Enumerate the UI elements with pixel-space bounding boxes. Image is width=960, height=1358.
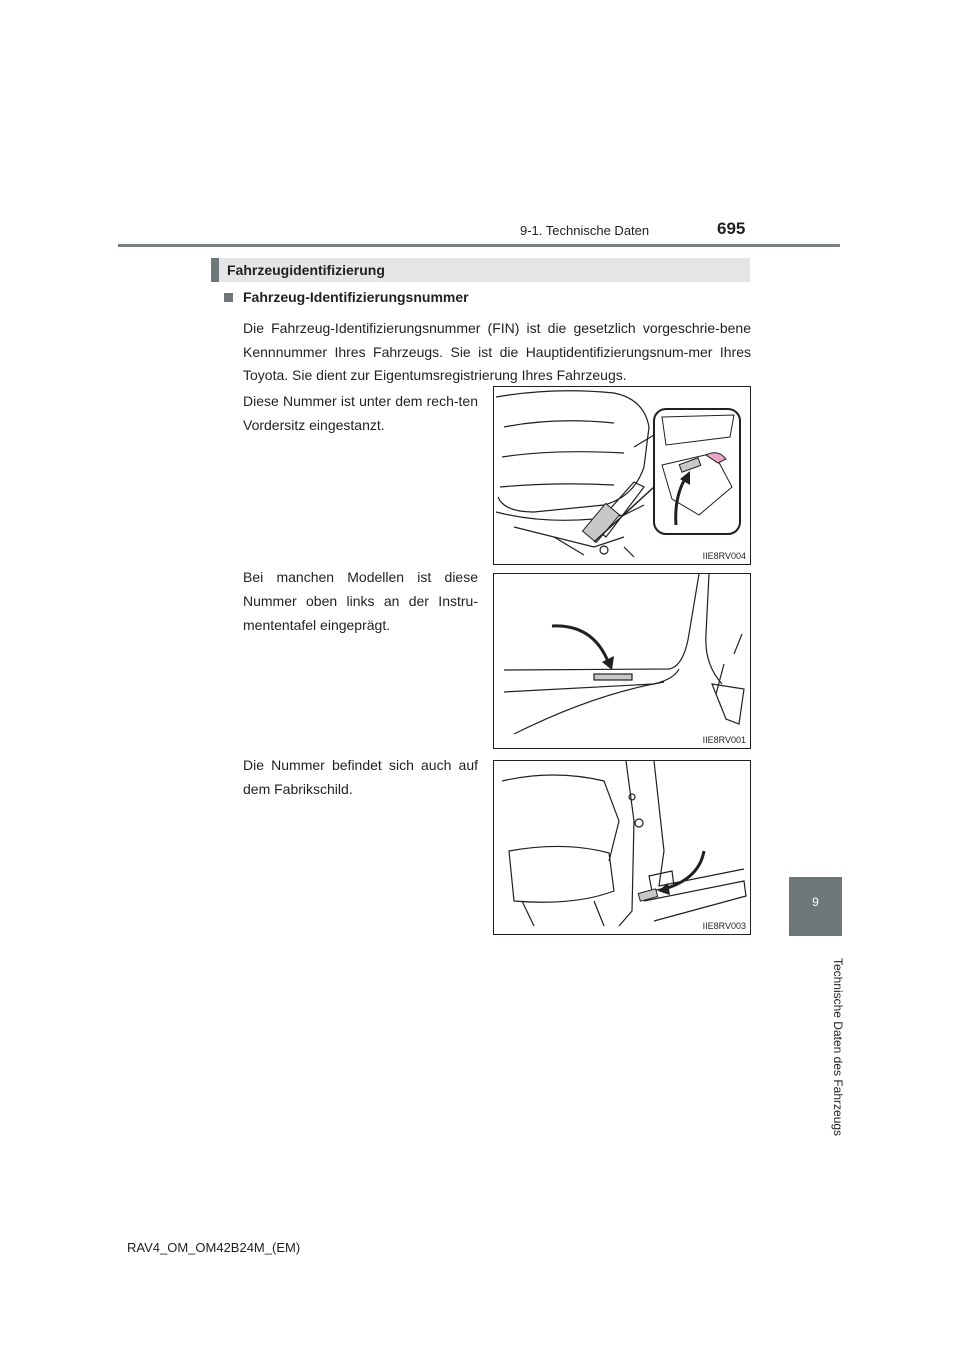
figure-code: IIE8RV003 — [702, 921, 746, 931]
footer-code: RAV4_OM_OM42B24M_(EM) — [127, 1240, 301, 1255]
header-rule — [118, 244, 840, 247]
chapter-number: 9 — [812, 895, 819, 909]
heading-bar-accent — [211, 258, 219, 282]
figure-code: IIE8RV004 — [702, 551, 746, 561]
sub-heading: Fahrzeug-Identifizierungsnummer — [243, 289, 469, 305]
section-text-plate: Die Nummer befindet sich auch auf dem Fabrikschild. — [243, 757, 478, 797]
seat-illustration — [494, 387, 750, 564]
figure-code: IIE8RV001 — [702, 735, 746, 745]
figure-plate-vin — [493, 760, 751, 935]
square-bullet-icon — [224, 293, 233, 302]
figure-dashboard-vin — [493, 573, 751, 749]
page-number: 695 — [717, 219, 746, 238]
section-text-dashboard: Bei manchen Modellen ist diese Nummer oben links an der Instru-mententafel eingeprägt. — [243, 569, 478, 633]
door-pillar-illustration — [494, 761, 750, 934]
figure-seat-vin — [493, 386, 751, 565]
section-heading: Fahrzeugidentifizierung — [227, 262, 385, 278]
chapter-label: Technische Daten des Fahrzeugs — [831, 957, 845, 1137]
intro-paragraph: Die Fahrzeug-Identifizierungsnummer (FIN) ist die gesetzlich vorgeschrie-bene Kennnummer Ihres Fahrzeugs. Sie ist die Hauptidentifizierungsnum-mer Ihres Toyota. Sie dient zur Eigentumsregistrierung Ihres Fahrzeugs. — [243, 320, 751, 383]
dashboard-illustration — [494, 574, 750, 748]
section-text-seat: Diese Nummer ist unter dem rech-ten Vordersitz eingestanzt. — [243, 393, 478, 433]
section-title: 9-1. Technische Daten — [520, 223, 650, 238]
